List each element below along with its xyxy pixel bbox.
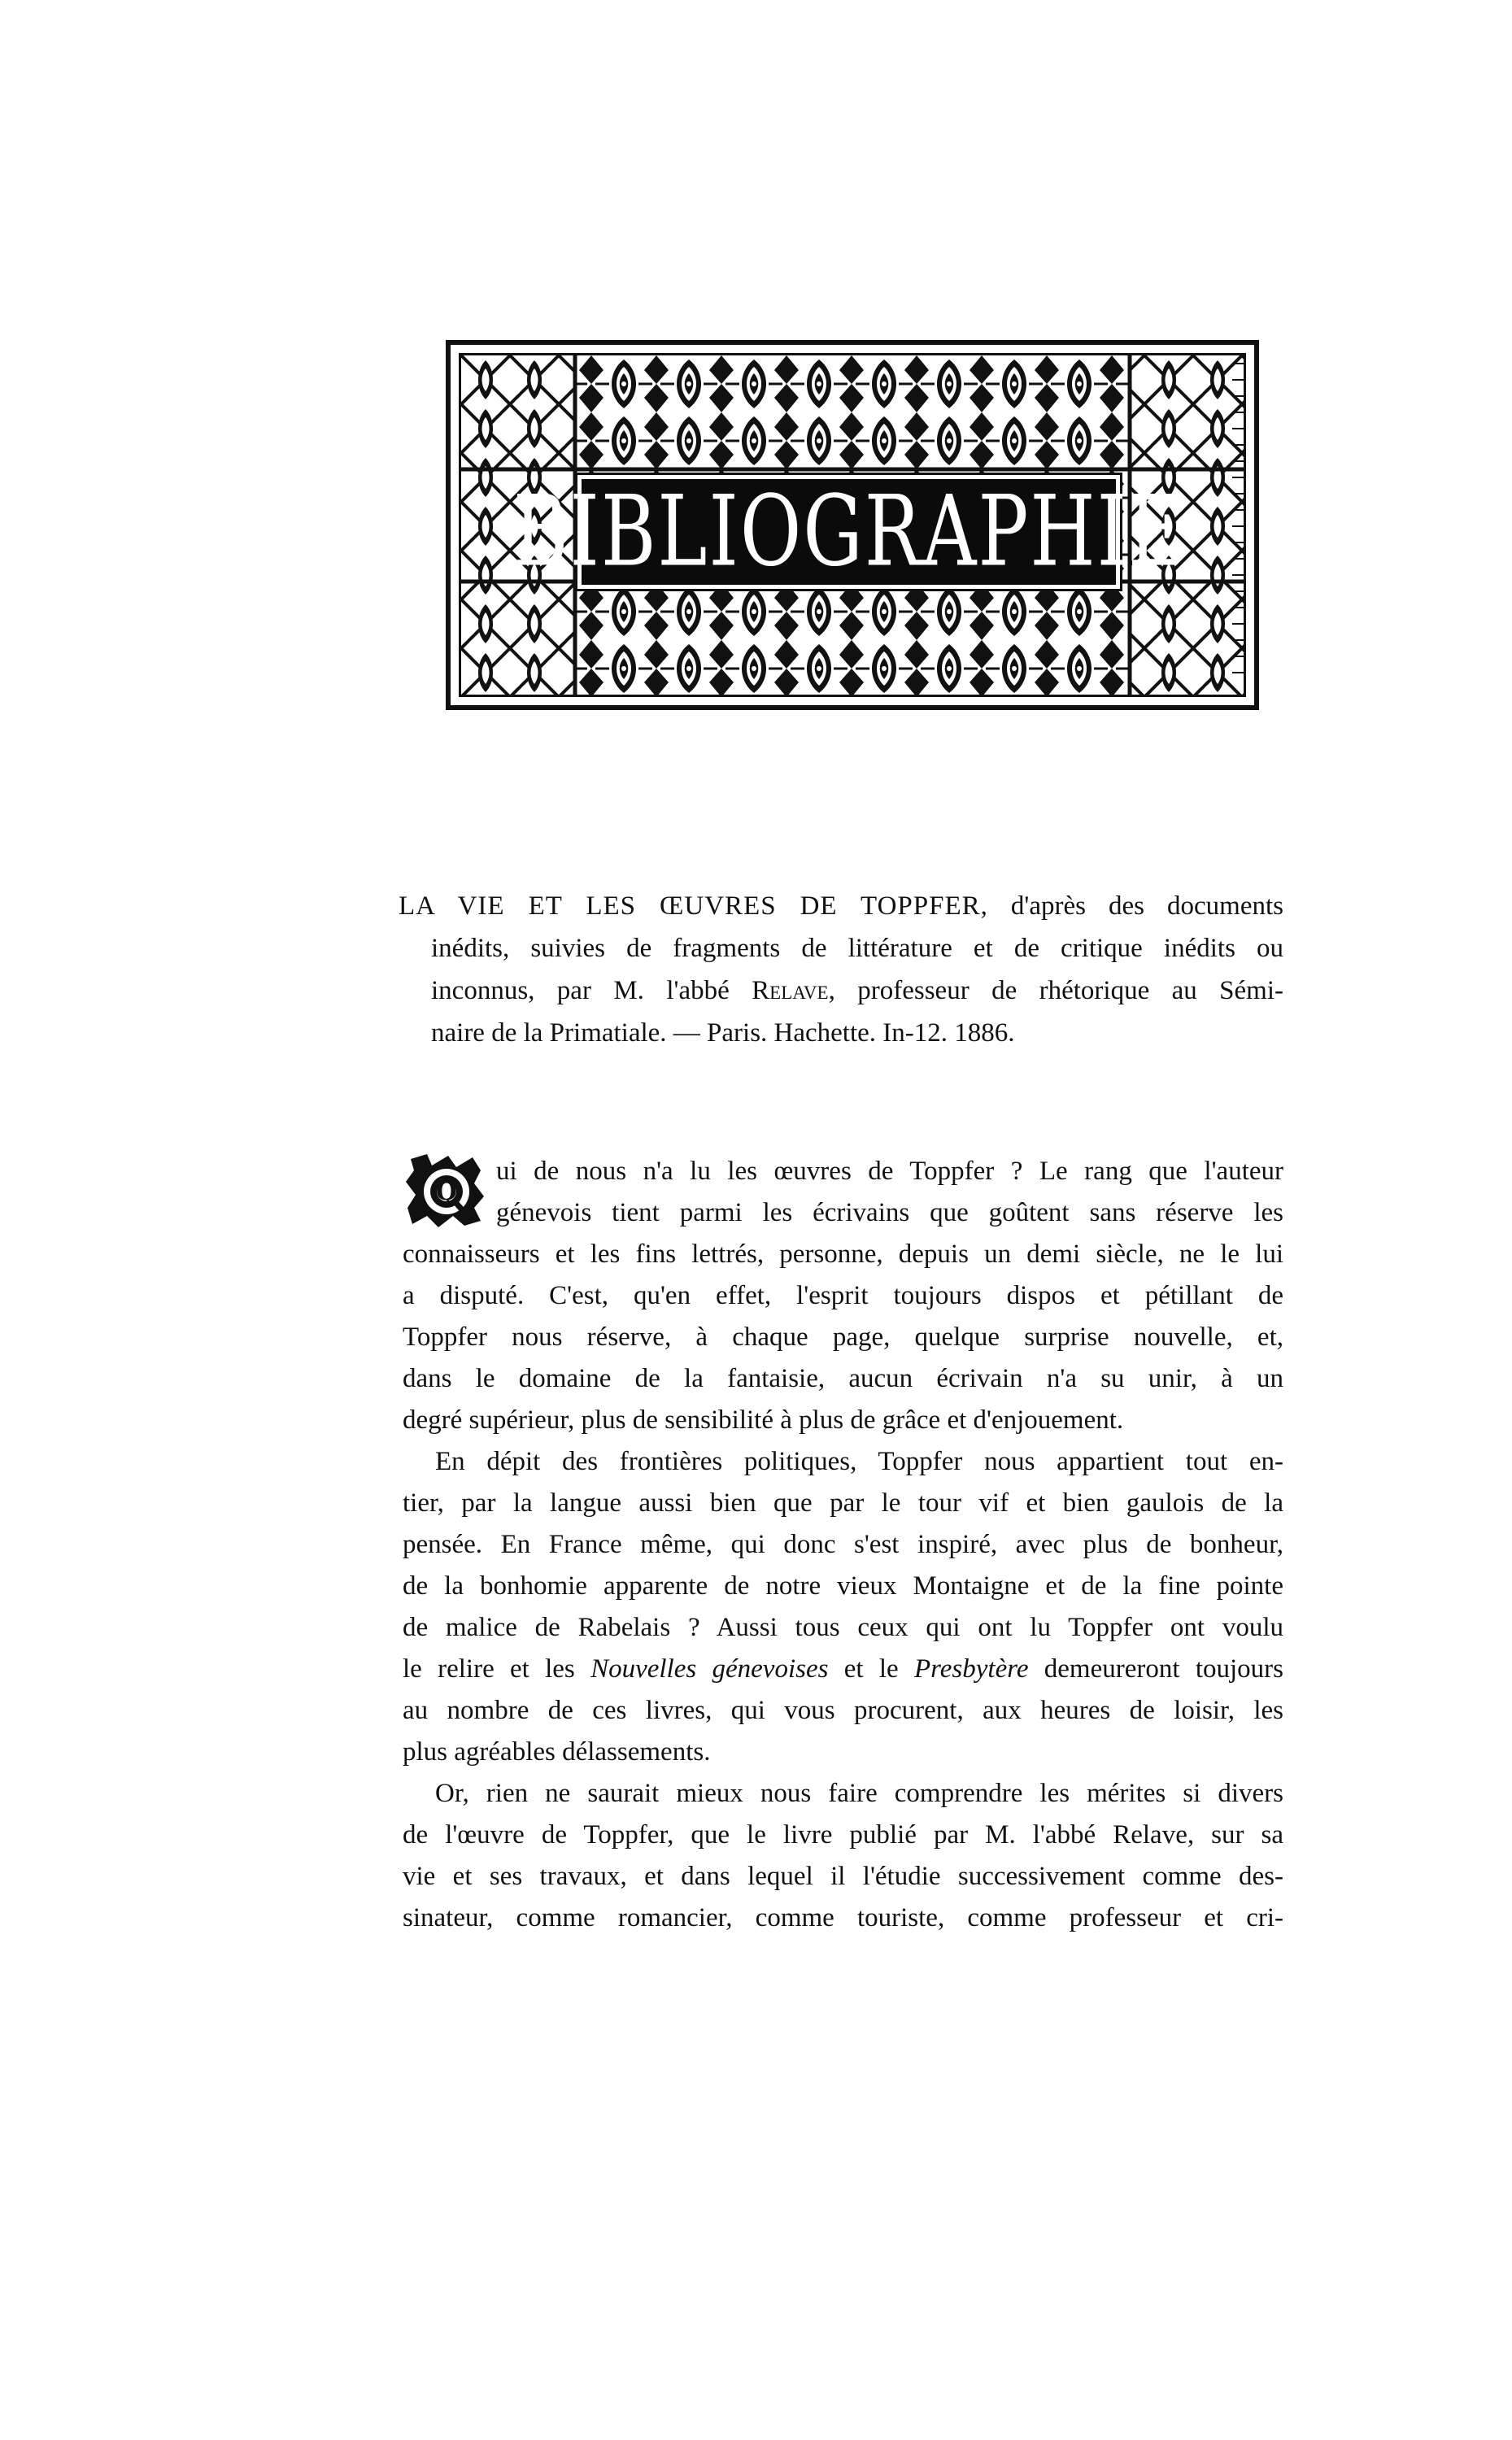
citation-author: Relave, [752, 976, 835, 1005]
banner-ornament-frame [459, 353, 1246, 697]
paragraph-3 [403, 1773, 1283, 1939]
banner-title-plate [512, 474, 1185, 589]
title-presbytere: Presbytère [913, 1654, 1029, 1684]
p2-line-6 [403, 1649, 1283, 1690]
p2-line-5: de malice de Rabelais ? Aussi tous ceux qui ont lu Toppfer ont voulu [403, 1613, 1283, 1642]
review-body [403, 1151, 1283, 1939]
ornamental-dropcap-q [403, 1151, 490, 1232]
dropcap-letter: Q [435, 1178, 458, 1206]
p2-line-6-c: demeureront toujours [1044, 1654, 1283, 1684]
p2-line-6-b: et le [843, 1654, 899, 1684]
p2-line-2: tier, par la langue aussi bien que par le tour vif et bien gaulois de la [403, 1488, 1283, 1518]
p1-line-4: a disputé. C'est, qu'en effet, l'esprit toujours dispos et pétillant de [403, 1281, 1283, 1310]
p1-line-7: degré supérieur, plus de sensibilité à plus de grâce et d'enjouement. [403, 1405, 1124, 1435]
citation-line-3 [399, 969, 1283, 1012]
p3-line-1: Or, rien ne saurait mieux nous faire comprendre les mérites si divers [435, 1779, 1283, 1808]
citation-line-2: inédits, suivies de fragments de littérature et de critique inédits ou [431, 934, 1283, 963]
p3-line-2: de l'œuvre de Toppfer, que le livre publié par M. l'abbé Relave, sur sa [403, 1820, 1283, 1850]
banner-title: BIBLIOGRAPHIE [512, 474, 1185, 588]
p1-line-3: connaisseurs et les fins lettrés, personne, depuis un demi siècle, ne le lui [403, 1240, 1283, 1269]
p1-line-6: dans le domaine de la fantaisie, aucun écrivain n'a su unir, à un [403, 1364, 1283, 1393]
citation-book-title: LA VIE ET LES ŒUVRES DE TOPPFER, [399, 891, 988, 921]
citation-line-3-a: inconnus, par M. l'abbé [431, 976, 730, 1005]
p2-line-3: pensée. En France même, qui donc s'est inspiré, avec plus de bonheur, [403, 1530, 1283, 1559]
book-citation [399, 885, 1283, 1054]
p1-line-1: ui de nous n'a lu les œuvres de Toppfer ? Le rang que l'auteur [496, 1157, 1283, 1186]
citation-line-3-b: professeur de rhétorique au Sémi- [857, 976, 1284, 1005]
title-nouvelles-genevoises: Nouvelles génevoises [590, 1654, 829, 1684]
p2-line-1: En dépit des frontières politiques, Toppfer nous appartient tout en- [435, 1447, 1283, 1476]
p2-line-6-a: le relire et les [403, 1654, 575, 1684]
p1-line-2: génevois tient parmi les écrivains que goûtent sans réserve les [496, 1198, 1283, 1227]
p2-line-8: plus agréables délassements. [403, 1737, 711, 1767]
citation-line-1 [399, 885, 1283, 927]
citation-line-4: naire de la Primatiale. — Paris. Hachette. In-12. 1886. [431, 1018, 1015, 1048]
p2-line-4: de la bonhomie apparente de notre vieux Montaigne et de la fine pointe [403, 1571, 1283, 1601]
p3-line-3: vie et ses travaux, et dans lequel il l'étudie successivement comme des- [403, 1862, 1283, 1891]
paragraph-2 [403, 1441, 1283, 1773]
p1-line-5: Toppfer nous réserve, à chaque page, quelque surprise nouvelle, et, [403, 1322, 1283, 1352]
p2-line-7: au nombre de ces livres, qui vous procurent, aux heures de loisir, les [403, 1696, 1283, 1725]
p3-line-4: sinateur, comme romancier, comme touriste, comme professeur et cri- [403, 1903, 1283, 1932]
bibliographie-banner [446, 340, 1259, 710]
paragraph-1 [403, 1151, 1283, 1441]
citation-line-1-rest: d'après des documents [1010, 891, 1283, 921]
